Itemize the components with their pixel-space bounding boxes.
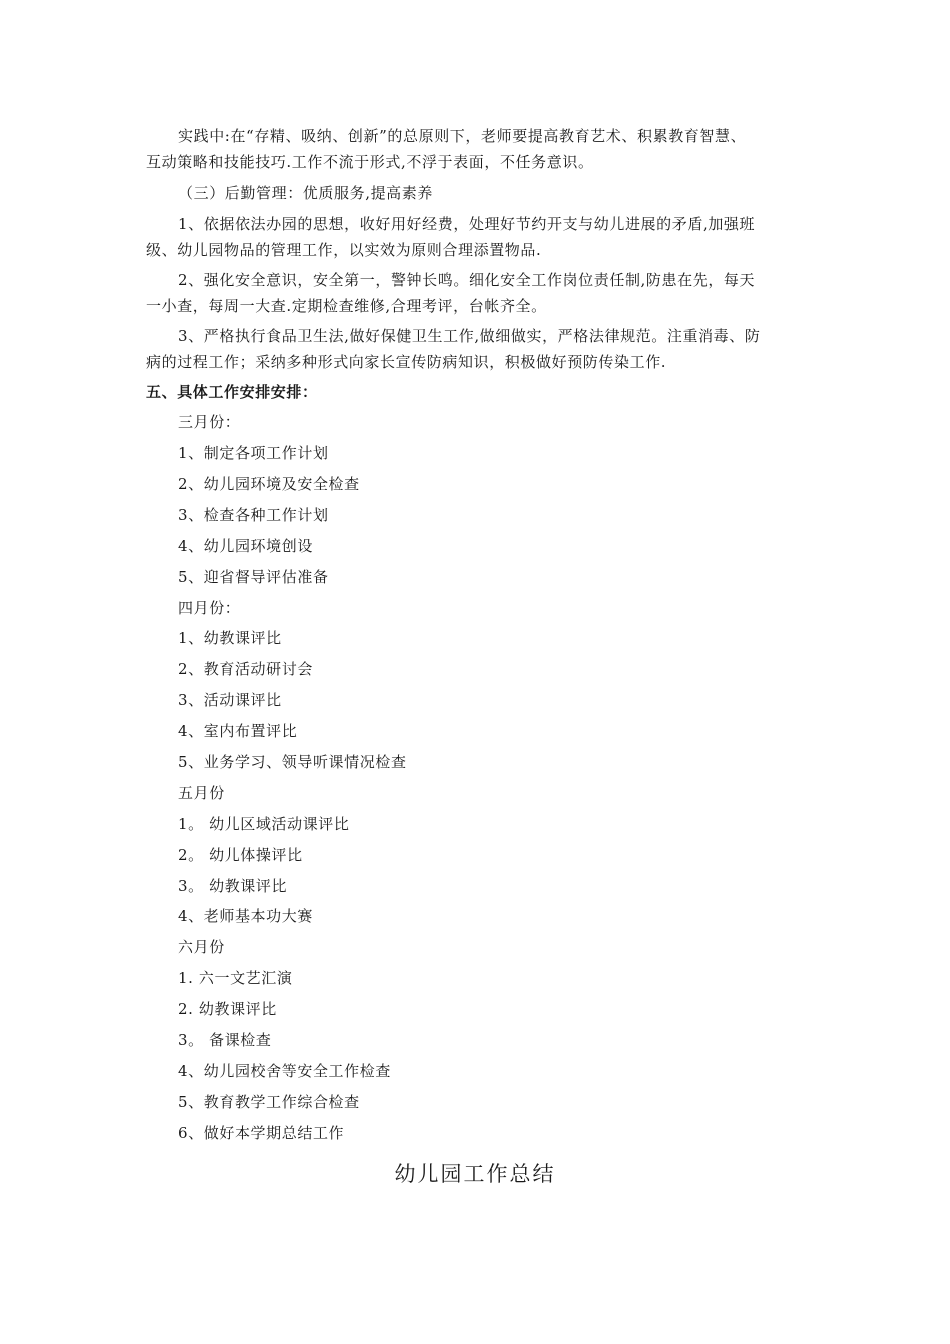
- logistics-item-3-line1: 3、严格执行食品卫生法,做好保健卫生工作,做细做实，严格法律规范。注重消毒、防: [178, 327, 761, 345]
- logistics-item-2-line1: 2、强化安全意识，安全第一，警钟长鸣。细化安全工作岗位责任制,防患在先，每天: [178, 271, 756, 289]
- month-label-april: 四月份：: [178, 599, 241, 617]
- list-item: 4、室内布置评比: [178, 722, 298, 740]
- list-item: 2、教育活动研讨会: [178, 660, 313, 678]
- list-item: 6、做好本学期总结工作: [178, 1124, 345, 1142]
- list-item: 1、制定各项工作计划: [178, 444, 329, 462]
- logistics-item-3-line2: 病的过程工作；采纳多种形式向家长宣传防病知识，积极做好预防传染工作.: [146, 353, 667, 371]
- list-item: 3。 幼教课评比: [178, 877, 288, 895]
- list-item: 1。 幼儿区域活动课评比: [178, 815, 350, 833]
- list-item: 5、迎省督导评估准备: [178, 568, 329, 586]
- list-item: 3、检查各种工作计划: [178, 506, 329, 524]
- month-label-march: 三月份：: [178, 413, 241, 431]
- list-item: 4、幼儿园校舍等安全工作检查: [178, 1062, 391, 1080]
- list-item: 4、老师基本功大赛: [178, 907, 313, 925]
- list-item: 4、幼儿园环境创设: [178, 537, 313, 555]
- list-item: 2. 幼教课评比: [178, 1000, 277, 1018]
- document-title: 幼儿园工作总结: [394, 1162, 556, 1186]
- list-item: 5、业务学习、领导听课情况检查: [178, 753, 407, 771]
- logistics-item-1-line1: 1、依据依法办园的思想，收好用好经费，处理好节约开支与幼儿进展的矛盾,加强班: [178, 215, 756, 233]
- list-item: 1. 六一文艺汇演: [178, 969, 293, 987]
- paragraph-practice-line2: 互动策略和技能技巧.工作不流于形式,不浮于表面，不任务意识。: [146, 153, 594, 171]
- list-item: 5、教育教学工作综合检查: [178, 1093, 360, 1111]
- list-item: 3、活动课评比: [178, 691, 282, 709]
- month-label-may: 五月份: [178, 784, 225, 802]
- logistics-item-1-line2: 级、幼儿园物品的管理工作，以实效为原则合理添置物品.: [146, 241, 542, 259]
- list-item: 3。 备课检查: [178, 1031, 272, 1049]
- section-5-heading: 五、具体工作安排安排：: [146, 383, 318, 401]
- logistics-item-2-line2: 一小查，每周一大查.定期检查维修,合理考评，台帐齐全。: [146, 297, 547, 315]
- paragraph-practice-line1: 实践中:在“存精、吸纳、创新”的总原则下，老师要提高教育艺术、积累教育智慧、: [178, 127, 747, 145]
- list-item: 1、幼教课评比: [178, 629, 282, 647]
- list-item: 2、幼儿园环境及安全检查: [178, 475, 360, 493]
- month-label-june: 六月份: [178, 938, 225, 956]
- logistics-heading: （三）后勤管理：优质服务,提高素养: [178, 184, 433, 202]
- list-item: 2。 幼儿体操评比: [178, 846, 303, 864]
